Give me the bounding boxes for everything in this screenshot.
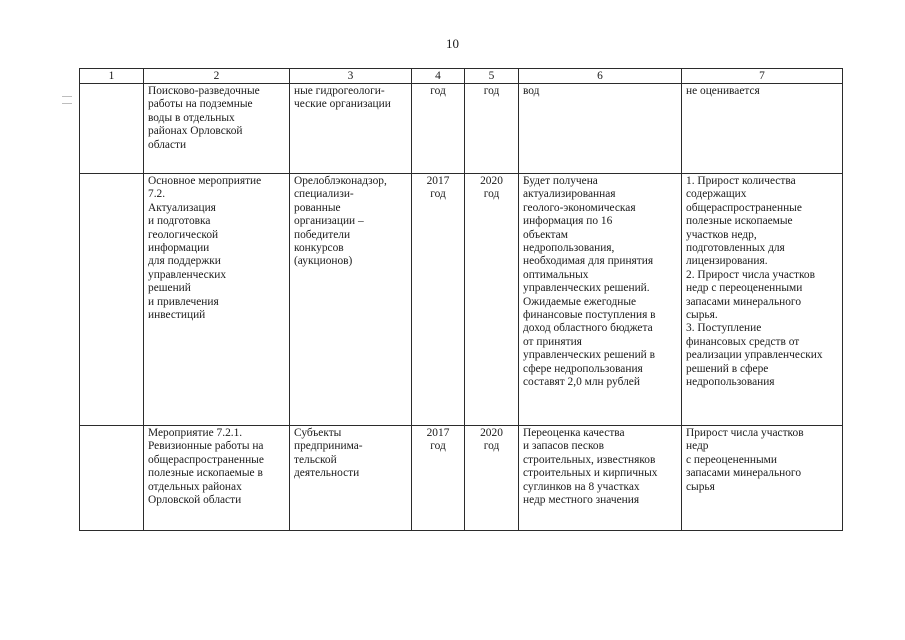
row-number-cell [80,84,144,174]
column-number-header: 3 [290,69,412,84]
start-year-cell: год [412,84,465,174]
column-number-header: 7 [682,69,843,84]
column-number-header-row [80,69,843,84]
table-row [80,174,843,426]
column-number-header: 6 [519,69,682,84]
activity-name-cell: Мероприятие 7.2.1. Ревизионные работы на общераспространенные полезные ископаемые в отдельных районах Орловской области [144,426,290,531]
column-number-header: 5 [465,69,519,84]
indicator-link-cell: не оценивается [682,84,843,174]
column-number-header: 2 [144,69,290,84]
column-number-header: 1 [80,69,144,84]
activity-name-cell: Поисково-разведочные работы на подземные воды в отдельных районах Орловской области [144,84,290,174]
end-year-cell: 2020 год [465,426,519,531]
margin-mark [62,103,72,104]
activity-name-cell: Основное мероприятие 7.2. Актуализация и подготовка геологической информации для поддержки управленческих решений и привлечения инвестиций [144,174,290,426]
program-activities-table [79,68,843,531]
column-number-header: 4 [412,69,465,84]
table-row [80,84,843,174]
expected-result-cell: Будет получена актуализированная геолого-экономическая информация по 16 объектам недропользования, необходимая для принятия оптимальных управленческих решений. Ожидаемые ежегодные финансовые поступления в доход областного бюджета от принятия управленческих решений в сфере недропользования составят 2,0 млн рублей [519,174,682,426]
margin-mark [62,96,72,97]
end-year-cell: 2020 год [465,174,519,426]
indicator-link-cell: 1. Прирост количества содержащих общераспространенные полезные ископаемые участков недр, подготовленных для лицензирования. 2. Прирост числа участков недр с переоцененными запасами минерального сырья. 3. Поступление финансовых средств от реализации управленческих решений в сфере недропользования [682,174,843,426]
end-year-cell: год [465,84,519,174]
start-year-cell: 2017 год [412,426,465,531]
start-year-cell: 2017 год [412,174,465,426]
table-row [80,426,843,531]
responsible-executor-cell: Субъекты предпринима- тельской деятельности [290,426,412,531]
expected-result-cell: вод [519,84,682,174]
page-number: 10 [446,36,459,51]
indicator-link-cell: Прирост числа участков недр с переоцененными запасами минерального сырья [682,426,843,531]
responsible-executor-cell: Орелоблэконадзор, специализи- рованные организации – победители конкурсов (аукционов) [290,174,412,426]
row-number-cell [80,174,144,426]
responsible-executor-cell: ные гидрогеологи- ческие организации [290,84,412,174]
row-number-cell [80,426,144,531]
expected-result-cell: Переоценка качества и запасов песков строительных, известняков строительных и кирпичных суглинков на 8 участках недр местного значения [519,426,682,531]
